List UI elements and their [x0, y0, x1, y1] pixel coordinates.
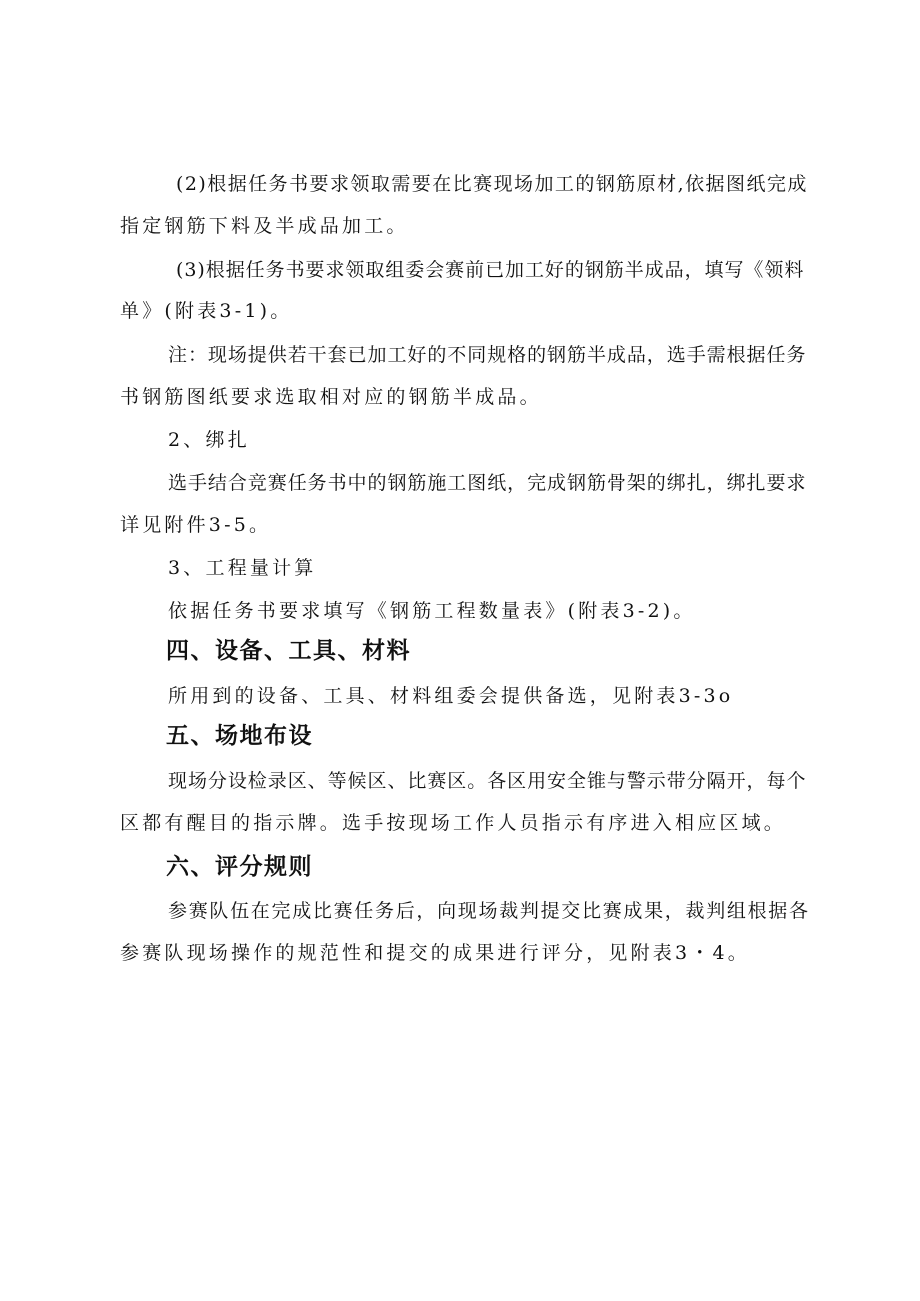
binding-title: 2、绑扎	[168, 429, 250, 451]
section4-line1: 所用到的设备、工具、材料组委会提供备选，见附表3-3o	[168, 685, 734, 707]
section5-line2: 区都有醒目的指示牌。选手按现场工作人员指示有序进入相应区域。	[120, 812, 787, 834]
section6-line2: 参赛队现场操作的规范性和提交的成果进行评分，见附表3・4。	[120, 942, 750, 964]
section6-heading: 六、评分规则	[166, 854, 313, 880]
step3-line1: (3)根据任务书要求领取组委会赛前已加工好的钢筋半成品，填写《领料	[176, 259, 805, 281]
section4-heading: 四、设备、工具、材料	[166, 638, 411, 664]
note-line1: 注：现场提供若干套已加工好的不同规格的钢筋半成品，选手需根据任务	[168, 344, 807, 366]
quantity-line1: 依据任务书要求填写《钢筋工程数量表》(附表3-2)。	[168, 600, 696, 622]
binding-line1: 选手结合竞赛任务书中的钢筋施工图纸，完成钢筋骨架的绑扎，绑扎要求	[168, 472, 807, 494]
step2-line2: 指定钢筋下料及半成品加工。	[120, 215, 409, 237]
note-line2: 书钢筋图纸要求选取相对应的钢筋半成品。	[120, 386, 542, 408]
binding-line2: 详见附件3-5。	[120, 514, 272, 536]
section6-line1: 参赛队伍在完成比赛任务后，向现场裁判提交比赛成果，裁判组根据各	[168, 900, 810, 922]
step2-line1: (2)根据任务书要求领取需要在比赛现场加工的钢筋原材,依据图纸完成	[176, 173, 808, 195]
quantity-title: 3、工程量计算	[168, 557, 317, 579]
step3-line2: 单》(附表3-1)。	[120, 300, 293, 322]
section5-line1: 现场分设检录区、等候区、比赛区。各区用安全锥与警示带分隔开，每个	[168, 770, 807, 792]
section5-heading: 五、场地布设	[166, 723, 313, 749]
